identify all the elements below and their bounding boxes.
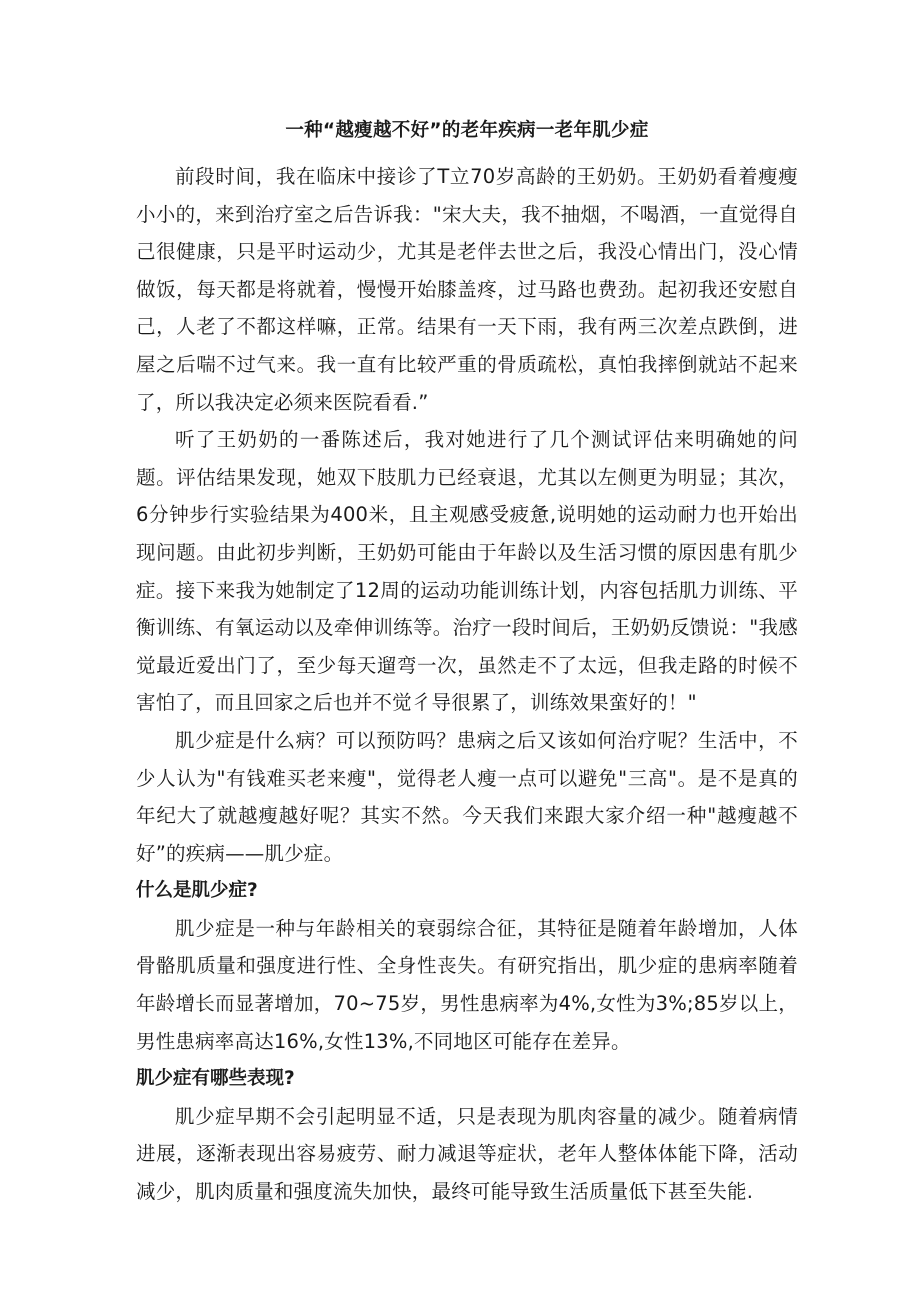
intro-paragraph-2: 听了王奶奶的一番陈述后，我对她进行了几个测试评估来明确她的问题。评估结果发现，她双下肢肌力已经衰退，尤其以左侧更为明显；其次，6分钟步行实验结果为400米，且主观感受疲惫,说明她的运动耐力也开始出现问题。由此初步判断，王奶奶可能由于年龄以及生活习惯的原因患有肌少症。接下来我为她制定了12周的运动功能训练计划，内容包括肌力训练、平衡训练、有氧运动以及牵伸训练等。治疗一段时间后，王奶奶反馈说："我感觉最近爱出门了，至少每天遛弯一次，虽然走不了太远，但我走路的时候不害怕了，而且回家之后也并不觉彳导很累了，训练效果蛮好的！" xyxy=(136,428,798,715)
section-body-symptoms: 肌少症早期不会引起明显不适，只是表现为肌肉容量的减少。随着病情进展，逐渐表现出容易疲劳、耐力减退等症状，老年人整体体能下降，活动减少，肌肉质量和强度流失加快，最终可能导致生活质量低下甚至失能. xyxy=(136,1104,798,1204)
section-heading-symptoms: 肌少症有哪些表现? xyxy=(136,1068,295,1090)
document-page xyxy=(136,112,798,1211)
section-body-what-is: 肌少症是一种与年龄相关的衰弱综合征，其特征是随着年龄增加，人体骨骼肌质量和强度进行性、全身性丧失。有研究指出，肌少症的患病率随着年龄增长而显著增加，70~75岁，男性患病率为4%,女性为3%;85岁以上，男性患病率高达16%,女性13%,不同地区可能存在差异。 xyxy=(136,916,798,1053)
intro-paragraph-3: 肌少症是什么病？可以预防吗？患病之后又该如何治疗呢？生活中，不少人认为"有钱难买老来瘦"，觉得老人瘦一点可以避免"三高"。是不是真的年纪大了就越瘦越好呢？其实不然。今天我们来跟大家介绍一种"越瘦越不好”的疾病——肌少症。 xyxy=(136,728,798,865)
section-heading-what-is: 什么是肌少症? xyxy=(136,880,258,902)
document-title: 一种“越瘦越不好”的老年疾病一老年肌少症 xyxy=(285,120,649,141)
intro-paragraph-1: 前段时间，我在临床中接诊了T立70岁高龄的王奶奶。王奶奶看着瘦瘦小小的，来到治疗室之后告诉我："宋大夫，我不抽烟，不喝酒，一直觉得自己很健康，只是平时运动少，尤其是老伴去世之后，我没心情出门，没心情做饭，每天都是将就着，慢慢开始膝盖疼，过马路也费劲。起初我还安慰自己，人老了不都这样嘛，正常。结果有一天下雨，我有两三次差点跌倒，进屋之后喘不过气来。我一直有比较严重的骨质疏松，真怕我摔倒就站不起来了，所以我决定必须来医院看看.” xyxy=(136,165,798,414)
